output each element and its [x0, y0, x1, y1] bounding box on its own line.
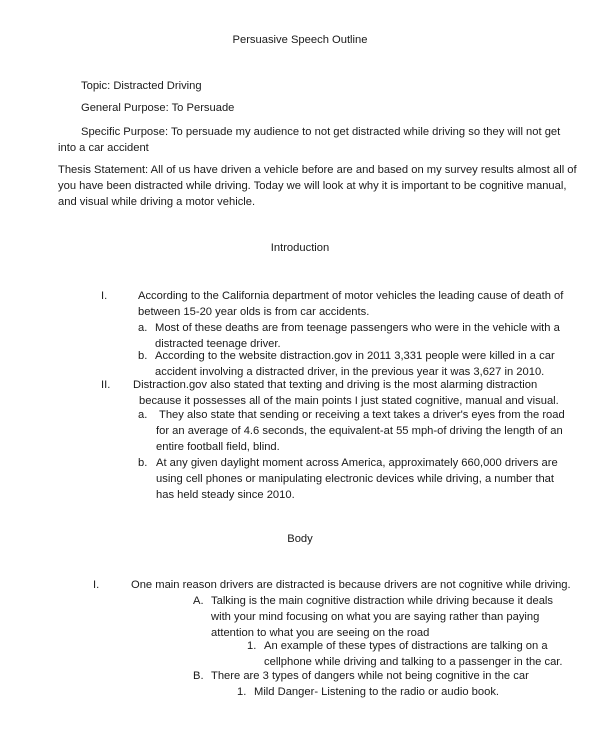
intro-point-2b-line-3: has held steady since 2010.: [156, 489, 295, 501]
body-point-1-marker: I.: [93, 579, 100, 591]
intro-point-1b-marker: b.: [138, 350, 148, 362]
introduction-heading: Introduction: [270, 242, 330, 254]
body-point-1-line-1: One main reason drivers are distracted is because drivers are not cognitive while driving.: [131, 579, 571, 591]
body-point-1A-line-1: Talking is the main cognitive distraction while driving because it deals: [211, 595, 554, 607]
intro-point-1b-line-1: According to the website distraction.gov in 2011 3,331 people were killed in a car: [155, 350, 555, 362]
intro-point-1a-line-2: distracted teenage driver.: [155, 338, 281, 350]
intro-point-2a-line-1: They also state that sending or receiving a text takes a driver's eyes from the road: [159, 409, 565, 421]
body-point-1A1-marker: 1.: [247, 640, 257, 652]
intro-point-1a-line-1: Most of these deaths are from teenage passengers who were in the vehicle with a: [155, 322, 560, 334]
intro-point-1a-marker: a.: [138, 322, 148, 334]
document-title: Persuasive Speech Outline: [232, 34, 368, 46]
intro-point-2b-line-2: using cell phones or manipulating electronic devices while driving, a number that: [156, 473, 554, 485]
intro-point-2a-line-3: entire football field, blind.: [156, 441, 280, 453]
body-heading: Body: [287, 533, 313, 545]
body-point-1A-line-3: attention to what you are seeing on the road: [211, 627, 430, 639]
specific-purpose-line-1: Specific Purpose: To persuade my audience to not get distracted while driving so they will not get: [81, 126, 561, 138]
intro-point-2b-line-1: At any given daylight moment across America, approximately 660,000 drivers are: [156, 457, 558, 469]
intro-point-2-line-1: Distraction.gov also stated that texting and driving is the most alarming distraction: [133, 379, 538, 391]
body-point-1A-line-2: with your mind focusing on what you are saying rather than paying: [211, 611, 540, 623]
topic-line: Topic: Distracted Driving: [81, 80, 202, 92]
body-point-1B-line-1: There are 3 types of dangers while not being cognitive in the car: [211, 670, 529, 682]
body-point-1B1-marker: 1.: [237, 686, 247, 698]
intro-point-2a-marker: a.: [138, 409, 148, 421]
body-point-1A-marker: A.: [193, 595, 204, 607]
thesis-line-2: you have been distracted while driving. Today we will look at why it is important to be cognitive manual,: [58, 180, 567, 192]
intro-point-2-marker: II.: [101, 379, 111, 391]
body-point-1A1-line-1: An example of these types of distractions are talking on a: [264, 640, 548, 652]
body-point-1B-marker: B.: [193, 670, 204, 682]
intro-point-2a-line-2: for an average of 4.6 seconds, the equivalent-at 55 mph-of driving the length of an: [156, 425, 563, 437]
thesis-line-1: Thesis Statement: All of us have driven a vehicle before are and based on my survey results almost all of: [58, 164, 577, 176]
thesis-line-3: and visual while driving a motor vehicle.: [58, 196, 256, 208]
body-point-1A1-line-2: cellphone while driving and talking to a passenger in the car.: [264, 656, 563, 668]
general-purpose-line: General Purpose: To Persuade: [81, 102, 235, 114]
intro-point-1b-line-2: accident involving a distracted driver, in the previous year it was 3,627 in 2010.: [155, 366, 545, 378]
intro-point-2b-marker: b.: [138, 457, 148, 469]
body-point-1B1-line-1: Mild Danger- Listening to the radio or audio book.: [254, 686, 500, 698]
intro-point-1-line-2: between 15-20 year olds is from car accidents.: [138, 306, 370, 318]
specific-purpose-line-2: into a car accident: [58, 142, 149, 154]
intro-point-1-marker: I.: [101, 290, 108, 302]
intro-point-2-line-2: because it possesses all of the main points I just stated cognitive, manual and visual.: [139, 395, 559, 407]
intro-point-1-line-1: According to the California department of motor vehicles the leading cause of death of: [138, 290, 564, 302]
